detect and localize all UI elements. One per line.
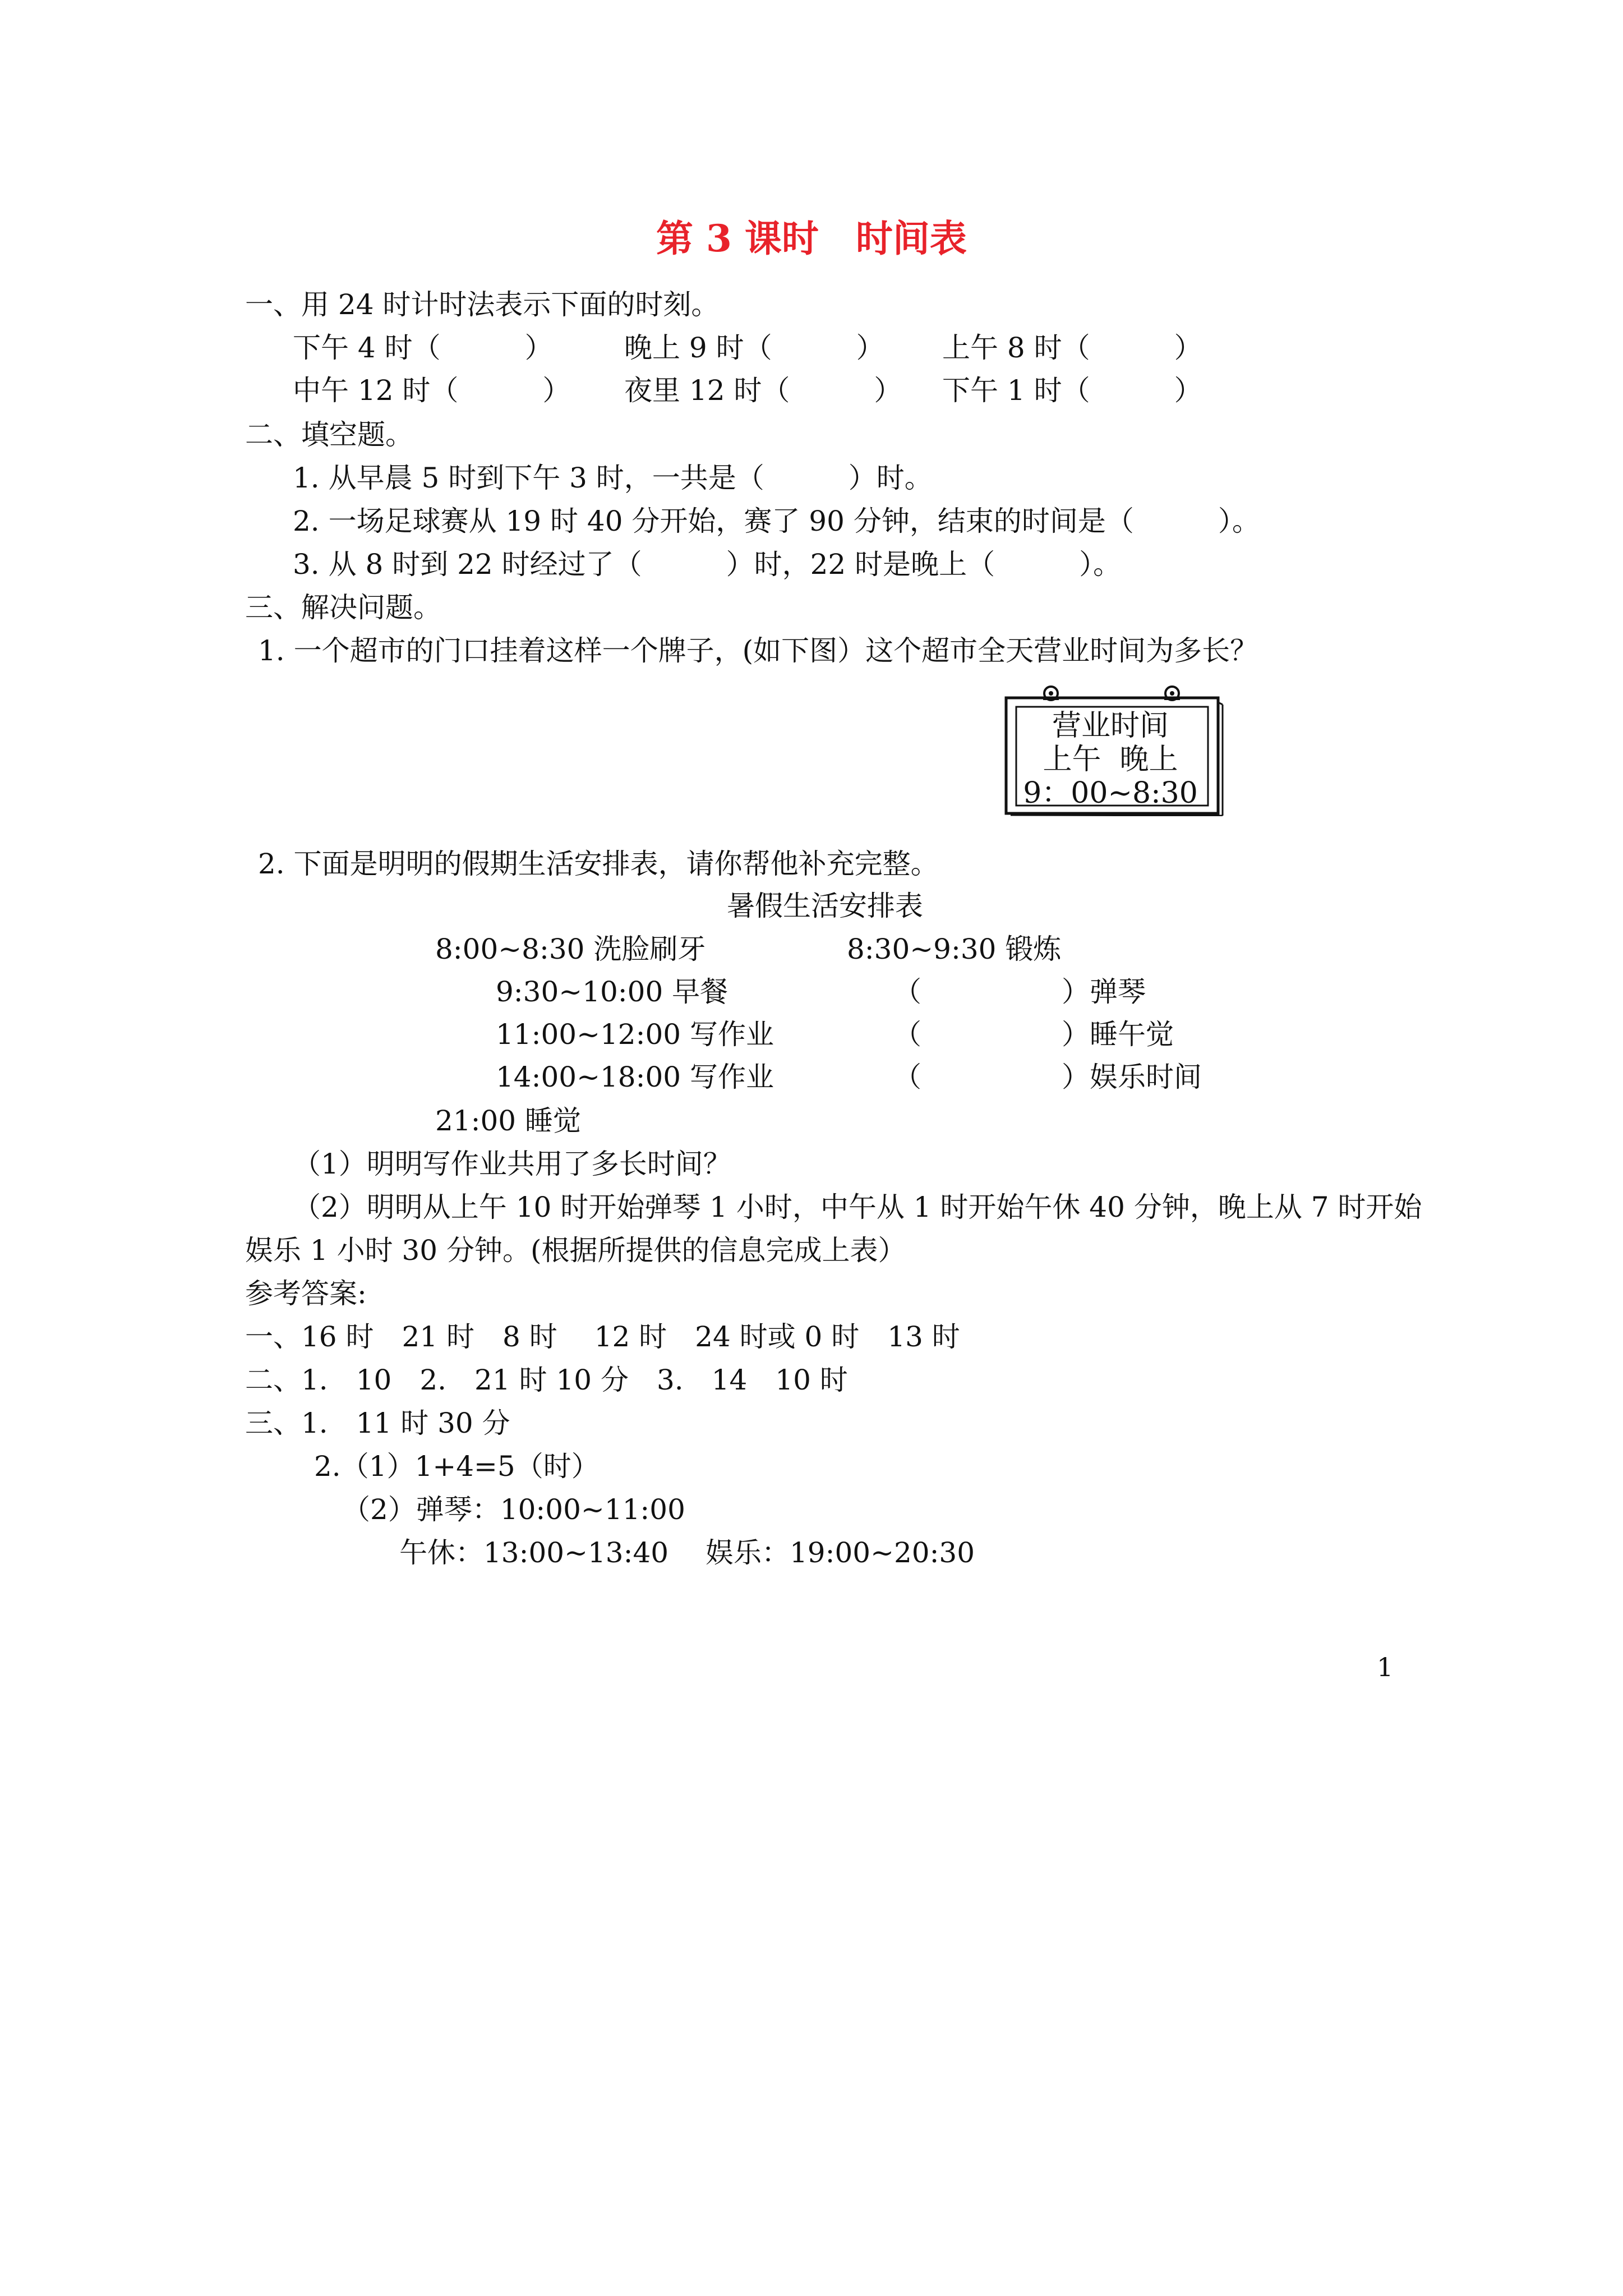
s1-item: 晚上 9 时（ ） bbox=[624, 332, 884, 364]
page-number: 1 bbox=[1377, 1652, 1394, 1682]
s3-subquestion: （2）明明从上午 10 时开始弹琴 1 小时，中午从 1 时开始午休 40 分钟，晚上从 7 时开始 bbox=[293, 1191, 1422, 1223]
s3-question: 1. 一个超市的门口挂着这样一个牌子，(如下图）这个超市全天营业时间为多长？ bbox=[258, 634, 1258, 667]
schedule-entry: 9:30~10:00 早餐 bbox=[496, 976, 728, 1008]
s2-question: 2. 一场足球赛从 19 时 40 分开始，赛了 90 分钟，结束的时间是（ ）。 bbox=[293, 505, 1260, 537]
s3-subquestion: 娱乐 1 小时 30 分钟。(根据所提供的信息完成上表） bbox=[245, 1234, 906, 1267]
schedule-entry: 11:00~12:00 写作业 bbox=[496, 1018, 774, 1051]
s1-item: 中午 12 时（ ） bbox=[293, 374, 571, 407]
schedule-entry: 8:00~8:30 洗脸刷牙 bbox=[435, 933, 706, 965]
answer-line: 二、1. 10 2. 21 时 10 分 3. 14 10 时 bbox=[245, 1364, 848, 1396]
sign-line: 营业时间 bbox=[1052, 709, 1169, 743]
s1-item: 夜里 12 时（ ） bbox=[624, 374, 902, 407]
s1-item: 下午 1 时（ ） bbox=[942, 374, 1202, 407]
schedule-blank: （ ）弹琴 bbox=[893, 976, 1146, 1008]
answer-line: 三、1. 11 时 30 分 bbox=[245, 1407, 510, 1439]
section1-heading: 一、用 24 时计时法表示下面的时刻。 bbox=[245, 288, 720, 321]
answer-line: （2）弹琴：10:00~11:00 bbox=[342, 1493, 685, 1526]
answers-heading: 参考答案: bbox=[245, 1277, 367, 1310]
page-title: 第 3 课时 时间表 bbox=[656, 217, 967, 260]
schedule-blank: （ ）娱乐时间 bbox=[893, 1061, 1202, 1093]
s2-question: 3. 从 8 时到 22 时经过了（ ）时，22 时是晚上（ ）。 bbox=[293, 548, 1122, 581]
answer-line: 一、16 时 21 时 8 时 12 时 24 时或 0 时 13 时 bbox=[245, 1320, 960, 1353]
s1-item: 下午 4 时（ ） bbox=[293, 332, 553, 364]
schedule-entry: 21:00 睡觉 bbox=[435, 1105, 581, 1137]
schedule-blank: （ ）睡午觉 bbox=[893, 1018, 1174, 1051]
answer-line: 2.（1）1+4=5（时） bbox=[314, 1450, 600, 1483]
schedule-entry: 14:00~18:00 写作业 bbox=[496, 1061, 774, 1093]
answer-line: 午休：13:00~13:40 娱乐：19:00~20:30 bbox=[399, 1536, 975, 1569]
business-hours-sign bbox=[1004, 680, 1225, 816]
sign-line: 9：00~8:30 bbox=[1023, 776, 1198, 810]
section2-heading: 二、填空题。 bbox=[245, 418, 413, 451]
schedule-entry: 8:30~9:30 锻炼 bbox=[847, 933, 1062, 965]
s1-item: 上午 8 时（ ） bbox=[942, 332, 1202, 364]
s3-subquestion: （1）明明写作业共用了多长时间？ bbox=[293, 1148, 731, 1180]
s2-question: 1. 从早晨 5 时到下午 3 时，一共是（ ）时。 bbox=[293, 462, 933, 494]
section3-heading: 三、解决问题。 bbox=[245, 591, 441, 624]
s3-question: 2. 下面是明明的假期生活安排表，请你帮他补充完整。 bbox=[258, 848, 939, 880]
sign-line: 上午 晚上 bbox=[1043, 743, 1178, 776]
schedule-title: 暑假生活安排表 bbox=[727, 890, 923, 922]
